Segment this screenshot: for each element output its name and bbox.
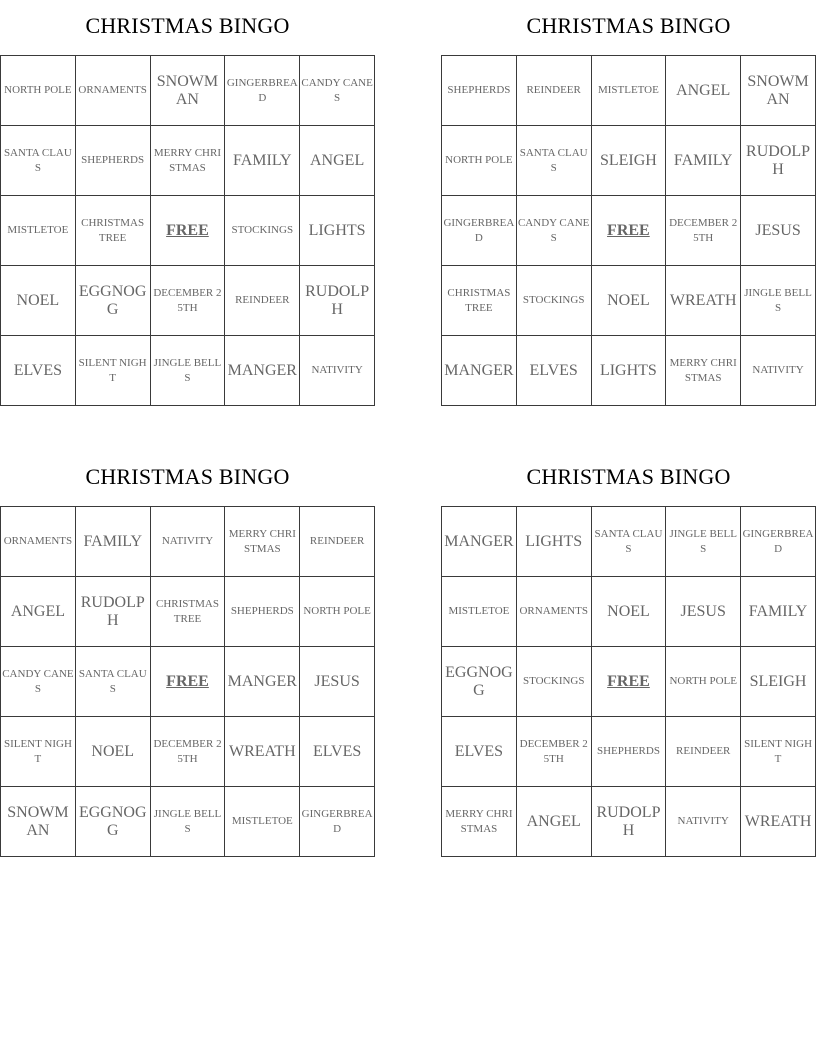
bingo-cell: WREATH <box>225 717 300 787</box>
bingo-cell: ORNAMENTS <box>75 56 150 126</box>
bingo-cell: NOEL <box>1 266 76 336</box>
bingo-cell: JESUS <box>666 577 741 647</box>
bingo-cell: REINDEER <box>516 56 591 126</box>
bingo-grid <box>441 55 816 406</box>
bingo-row <box>442 787 816 857</box>
bingo-cell: STOCKINGS <box>516 647 591 717</box>
bingo-cell: STOCKINGS <box>225 196 300 266</box>
bingo-cell: JINGLE BELLS <box>741 266 816 336</box>
bingo-cell: NOEL <box>591 266 666 336</box>
bingo-cell: SILENT NIGHT <box>1 717 76 787</box>
bingo-row <box>442 647 816 717</box>
bingo-cell: CHRISTMAS TREE <box>150 577 225 647</box>
bingo-cell: MANGER <box>225 336 300 406</box>
bingo-cell: ELVES <box>300 717 375 787</box>
bingo-row <box>1 577 375 647</box>
bingo-cell: GINGERBREAD <box>741 507 816 577</box>
bingo-cell: REINDEER <box>300 507 375 577</box>
bingo-cell: NOEL <box>75 717 150 787</box>
bingo-row <box>1 336 375 406</box>
bingo-cell: ANGEL <box>516 787 591 857</box>
bingo-cell: MANGER <box>225 647 300 717</box>
bingo-cell: SANTA CLAUS <box>591 507 666 577</box>
bingo-cell: DECEMBER 25TH <box>666 196 741 266</box>
bingo-cell: REINDEER <box>225 266 300 336</box>
bingo-cell: CHRISTMAS TREE <box>75 196 150 266</box>
bingo-row <box>1 717 375 787</box>
bingo-row <box>442 507 816 577</box>
bingo-cell: LIGHTS <box>516 507 591 577</box>
bingo-row <box>442 717 816 787</box>
bingo-cell: NATIVITY <box>741 336 816 406</box>
bingo-cell: SNOWMAN <box>150 56 225 126</box>
bingo-cell: ELVES <box>442 717 517 787</box>
bingo-cell: SLEIGH <box>741 647 816 717</box>
card-title: CHRISTMAS BINGO <box>526 464 731 489</box>
bingo-row <box>442 56 816 126</box>
bingo-cell: LIGHTS <box>300 196 375 266</box>
bingo-cell: DECEMBER 25TH <box>150 266 225 336</box>
bingo-cell: WREATH <box>666 266 741 336</box>
bingo-cell: ANGEL <box>666 56 741 126</box>
bingo-cell: NORTH POLE <box>1 56 76 126</box>
bingo-cell: MERRY CHRISTMAS <box>150 126 225 196</box>
bingo-cell: MISTLETOE <box>225 787 300 857</box>
bingo-cell: NATIVITY <box>300 336 375 406</box>
bingo-cell: CANDY CANES <box>300 56 375 126</box>
bingo-cell: NATIVITY <box>666 787 741 857</box>
bingo-cell: JESUS <box>300 647 375 717</box>
bingo-grid <box>441 506 816 857</box>
bingo-cell: DECEMBER 25TH <box>150 717 225 787</box>
bingo-row <box>442 196 816 266</box>
bingo-cell: SILENT NIGHT <box>741 717 816 787</box>
bingo-cell: SNOWMAN <box>1 787 76 857</box>
bingo-cell: SANTA CLAUS <box>1 126 76 196</box>
bingo-cell: SHEPHERDS <box>591 717 666 787</box>
bingo-cell: MISTLETOE <box>591 56 666 126</box>
bingo-cell: NOEL <box>591 577 666 647</box>
bingo-cell: ORNAMENTS <box>1 507 76 577</box>
bingo-cell: RUDOLPH <box>300 266 375 336</box>
card-title: CHRISTMAS BINGO <box>85 464 290 489</box>
bingo-cell: FAMILY <box>75 507 150 577</box>
card-title: CHRISTMAS BINGO <box>85 13 290 38</box>
bingo-cell: RUDOLPH <box>591 787 666 857</box>
free-space: FREE <box>150 647 225 717</box>
bingo-cell: SLEIGH <box>591 126 666 196</box>
bingo-cell: MERRY CHRISTMAS <box>225 507 300 577</box>
bingo-cell: RUDOLPH <box>741 126 816 196</box>
bingo-cell: SANTA CLAUS <box>516 126 591 196</box>
bingo-cell: GINGERBREAD <box>225 56 300 126</box>
bingo-cell: ELVES <box>1 336 76 406</box>
bingo-cell: WREATH <box>741 787 816 857</box>
bingo-cell: JINGLE BELLS <box>666 507 741 577</box>
bingo-cell: SILENT NIGHT <box>75 336 150 406</box>
bingo-cell: NATIVITY <box>150 507 225 577</box>
bingo-row <box>1 196 375 266</box>
bingo-row <box>442 126 816 196</box>
bingo-cell: LIGHTS <box>591 336 666 406</box>
bingo-cell: CHRISTMAS TREE <box>442 266 517 336</box>
bingo-cell: DECEMBER 25TH <box>516 717 591 787</box>
bingo-row <box>1 126 375 196</box>
bingo-cell: MERRY CHRISTMAS <box>666 336 741 406</box>
bingo-cell: MANGER <box>442 507 517 577</box>
bingo-cell: GINGERBREAD <box>300 787 375 857</box>
bingo-cell: JESUS <box>741 196 816 266</box>
free-space: FREE <box>591 196 666 266</box>
bingo-grid <box>0 55 375 406</box>
bingo-cell: GINGERBREAD <box>442 196 517 266</box>
bingo-row <box>1 787 375 857</box>
bingo-cell: MISTLETOE <box>442 577 517 647</box>
bingo-cell: CANDY CANES <box>516 196 591 266</box>
bingo-cell: ELVES <box>516 336 591 406</box>
bingo-cell: NORTH POLE <box>300 577 375 647</box>
bingo-row <box>442 336 816 406</box>
bingo-cell: NORTH POLE <box>442 126 517 196</box>
bingo-cell: NORTH POLE <box>666 647 741 717</box>
bingo-cell: EGGNOGG <box>442 647 517 717</box>
bingo-cell: FAMILY <box>666 126 741 196</box>
bingo-cell: MERRY CHRISTMAS <box>442 787 517 857</box>
bingo-cell: MISTLETOE <box>1 196 76 266</box>
bingo-cell: MANGER <box>442 336 517 406</box>
bingo-cell: SANTA CLAUS <box>75 647 150 717</box>
bingo-row <box>1 266 375 336</box>
bingo-cell: RUDOLPH <box>75 577 150 647</box>
bingo-cell: FAMILY <box>741 577 816 647</box>
bingo-cell: SNOWMAN <box>741 56 816 126</box>
bingo-row <box>1 507 375 577</box>
bingo-cell: JINGLE BELLS <box>150 787 225 857</box>
bingo-cell: CANDY CANES <box>1 647 76 717</box>
bingo-cell: ANGEL <box>300 126 375 196</box>
bingo-cell: FAMILY <box>225 126 300 196</box>
bingo-row <box>1 56 375 126</box>
bingo-cell: EGGNOGG <box>75 266 150 336</box>
bingo-cell: REINDEER <box>666 717 741 787</box>
free-space: FREE <box>150 196 225 266</box>
bingo-row <box>442 577 816 647</box>
bingo-cell: SHEPHERDS <box>225 577 300 647</box>
card-title: CHRISTMAS BINGO <box>526 13 731 38</box>
bingo-grid <box>0 506 375 857</box>
bingo-row <box>1 647 375 717</box>
bingo-cell: ANGEL <box>1 577 76 647</box>
bingo-cell: STOCKINGS <box>516 266 591 336</box>
bingo-cell: EGGNOGG <box>75 787 150 857</box>
bingo-cell: JINGLE BELLS <box>150 336 225 406</box>
bingo-cell: SHEPHERDS <box>75 126 150 196</box>
bingo-cell: SHEPHERDS <box>442 56 517 126</box>
bingo-cell: ORNAMENTS <box>516 577 591 647</box>
free-space: FREE <box>591 647 666 717</box>
bingo-row <box>442 266 816 336</box>
